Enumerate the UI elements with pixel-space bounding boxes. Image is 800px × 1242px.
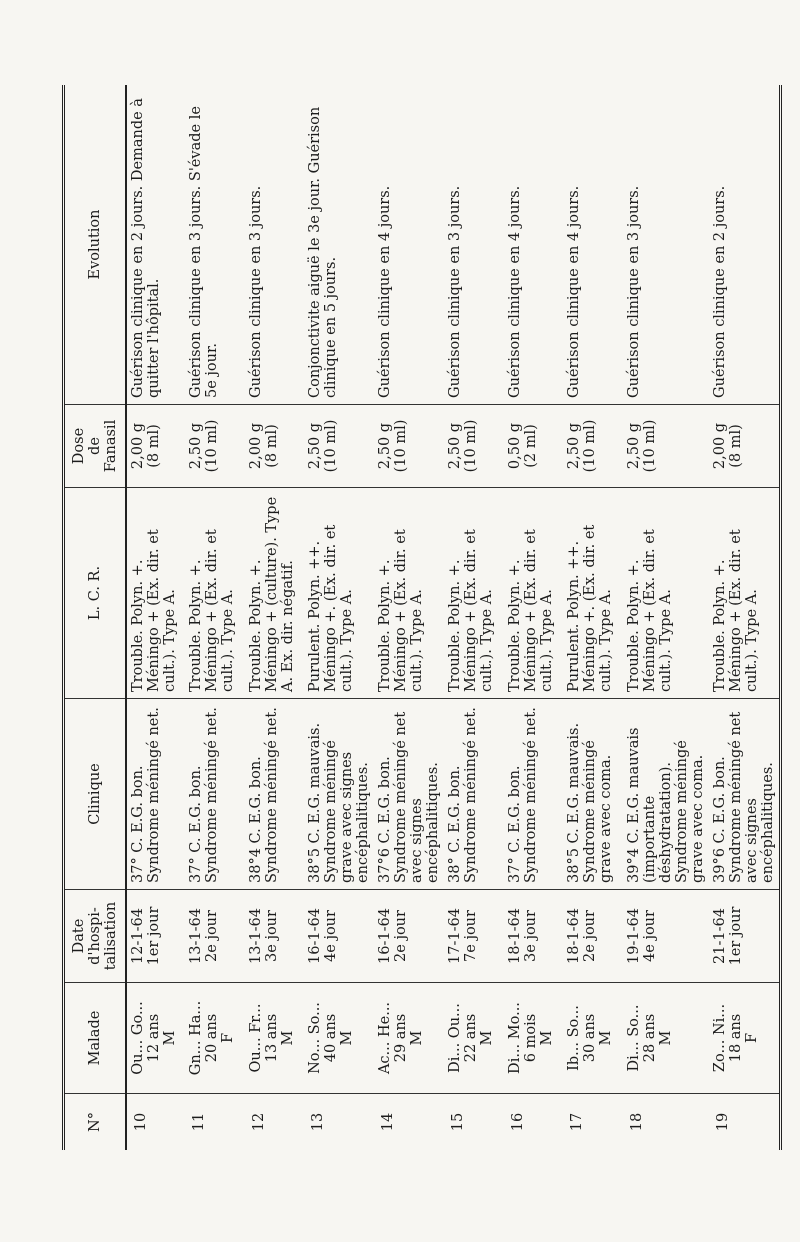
hospital-date: 13-1-64	[188, 908, 204, 964]
table-row	[709, 85, 781, 1150]
cell-dose	[374, 405, 444, 488]
dose-ml: (10 ml)	[582, 419, 598, 473]
hospital-day: 4e jour	[641, 910, 658, 962]
patient-sex: M	[479, 1030, 495, 1046]
cell-malade	[444, 983, 504, 1094]
patient-table	[62, 85, 782, 1150]
patient-sex: M	[409, 1030, 425, 1046]
dose-ml: (2 ml)	[522, 424, 539, 468]
cell-lcr: Trouble. Polyn. +. Méningo + (Ex. dir. et cult.). Type A.	[504, 488, 564, 699]
patient-name: Di... Ou...	[447, 1003, 463, 1073]
dose-grams: 2,50 g	[188, 422, 204, 470]
cell-lcr: Trouble. Polyn. +. Méningo + (Ex. dir. et cult.). Type A.	[126, 488, 186, 699]
dose-ml: (10 ml)	[323, 419, 339, 473]
dose-ml: (10 ml)	[463, 419, 479, 473]
cell-num: 16	[509, 1112, 526, 1132]
hospital-date: 13-1-64	[247, 908, 264, 964]
hospital-date: 19-1-64	[625, 908, 642, 964]
cell-date	[245, 890, 305, 983]
cell-lcr: Trouble. Polyn. +. Méningo + (culture). Type A. Ex. dir. négatif.	[245, 488, 305, 699]
hospital-day: 4e jour	[323, 910, 339, 962]
cell-num: 11	[191, 1112, 207, 1132]
cell-num: 19	[714, 1112, 731, 1132]
header-lcr: L. C. R.	[64, 488, 126, 699]
cell-evolution: Guérison clinique en 3 jours. S'évade le 5e jour.	[185, 85, 245, 405]
cell-clinique: 38° C. E.G. bon. Syndrome méningé net.	[444, 699, 504, 890]
cell-dose	[444, 405, 504, 488]
patient-age: 30 ans	[582, 1013, 598, 1063]
hospital-date: 16-1-64	[377, 908, 393, 964]
cell-clinique: 38°4 C. E.G. bon. Syndrome méningé net.	[245, 699, 305, 890]
hospital-day: 7e jour	[463, 910, 479, 962]
table-row	[563, 85, 623, 1150]
table-row	[185, 85, 245, 1150]
dose-grams: 2,50 g	[377, 422, 393, 470]
cell-lcr: Purulent. Polyn. ++. Méningo +. (Ex. dir. et cult.). Type A.	[563, 488, 623, 699]
cell-date	[709, 890, 781, 983]
hospital-date: 17-1-64	[447, 908, 463, 964]
header-clinique: Clinique	[64, 699, 126, 890]
cell-num: 15	[450, 1112, 466, 1132]
dose-ml: (8 ml)	[145, 424, 162, 468]
table-row	[245, 85, 305, 1150]
cell-evolution: Guérison clinique en 3 jours.	[623, 85, 709, 405]
patient-age: 29 ans	[393, 1013, 409, 1063]
patient-age: 18 ans	[727, 1013, 744, 1063]
cell-date	[563, 890, 623, 983]
hospital-date: 21-1-64	[711, 908, 728, 964]
patient-age: 22 ans	[463, 1013, 479, 1063]
cell-clinique: 37°6 C. E.G. bon. Syndrome méningé net avec signes encéphalitiques.	[374, 699, 444, 890]
cell-num: 14	[380, 1112, 396, 1132]
cell-date	[374, 890, 444, 983]
header-dose	[64, 405, 126, 488]
cell-clinique: 39°4 C. E.G. mauvais (importante déshydratation). Syndrome méningé grave avec coma.	[623, 699, 709, 890]
dose-grams: 2,50 g	[447, 422, 463, 470]
patient-age: 28 ans	[641, 1013, 658, 1063]
cell-dose	[185, 405, 245, 488]
cell-clinique: 38°5 C. E.G. mauvais. Syndrome méningé grave avec coma.	[563, 699, 623, 890]
cell-date	[504, 890, 564, 983]
hospital-date: 18-1-64	[506, 908, 523, 964]
patient-name: No... So...	[307, 1002, 323, 1074]
dose-grams: 2,00 g	[711, 422, 728, 470]
table-row	[374, 85, 444, 1150]
cell-dose	[623, 405, 709, 488]
cell-dose	[563, 405, 623, 488]
patient-age: 12 ans	[145, 1013, 162, 1063]
cell-dose	[504, 405, 564, 488]
patient-name: Ou... Go...	[129, 1001, 146, 1075]
dose-grams: 2,00 g	[129, 422, 146, 470]
patient-age: 40 ans	[323, 1013, 339, 1063]
table-row	[126, 85, 186, 1150]
header-num: N°	[64, 1094, 126, 1151]
header-row	[64, 85, 126, 1150]
cell-clinique: 38°5 C. E.G. mauvais. Syndrome méningé grave avec signes encéphalitiques.	[304, 699, 374, 890]
patient-name: Gn... Ha...	[188, 1000, 204, 1076]
patient-name: Ou... Fr...	[247, 1003, 264, 1073]
cell-malade	[563, 983, 623, 1094]
cell-malade	[374, 983, 444, 1094]
table-row	[444, 85, 504, 1150]
cell-evolution: Guérison clinique en 4 jours.	[563, 85, 623, 405]
hospital-day: 3e jour	[522, 910, 539, 962]
hospital-day: 2e jour	[393, 910, 409, 962]
cell-clinique: 37° C. E.G. bon. Syndrome méningé net.	[504, 699, 564, 890]
cell-lcr: Trouble. Polyn. +. Méningo + (Ex. dir. et cult.). Type A.	[709, 488, 781, 699]
hospital-date: 18-1-64	[566, 908, 582, 964]
dose-grams: 2,50 g	[566, 422, 582, 470]
cell-lcr: Trouble. Polyn. +. Méningo + (Ex. dir. et cult.). Type A.	[444, 488, 504, 699]
cell-evolution: Guérison clinique en 4 jours.	[504, 85, 564, 405]
dose-grams: 2,50 g	[625, 422, 642, 470]
cell-lcr: Trouble. Polyn. +. Méningo + (Ex. dir. et cult.). Type A.	[623, 488, 709, 699]
patient-name: Di... So...	[625, 1004, 642, 1072]
table-row	[304, 85, 374, 1150]
hospital-date: 12-1-64	[129, 908, 146, 964]
cell-date	[126, 890, 186, 983]
cell-dose	[304, 405, 374, 488]
hospital-date: 16-1-64	[307, 908, 323, 964]
patient-sex: M	[598, 1030, 614, 1046]
cell-evolution: Guérison clinique en 3 jours.	[245, 85, 305, 405]
cell-malade	[185, 983, 245, 1094]
header-evolution: Evolution	[64, 85, 126, 405]
dose-ml: (10 ml)	[204, 419, 220, 473]
cell-num: 12	[250, 1112, 267, 1132]
cell-date	[623, 890, 709, 983]
cell-malade	[245, 983, 305, 1094]
dose-grams: 0,50 g	[506, 422, 523, 470]
cell-date	[185, 890, 245, 983]
patient-age: 13 ans	[263, 1013, 280, 1063]
cell-dose	[126, 405, 186, 488]
hospital-day: 3e jour	[263, 910, 280, 962]
header-date-line2: talisation	[102, 901, 119, 971]
cell-lcr: Trouble. Polyn. +. Méningo + (Ex. dir. et cult.). Type A.	[185, 488, 245, 699]
table-body	[126, 85, 781, 1150]
dose-grams: 2,00 g	[247, 422, 264, 470]
cell-malade	[504, 983, 564, 1094]
cell-num: 13	[310, 1112, 326, 1132]
patient-name: Ac... He...	[377, 1001, 393, 1075]
header-date	[64, 890, 126, 983]
cell-num: 17	[569, 1112, 585, 1132]
header-malade: Malade	[64, 983, 126, 1094]
patient-name: Ib... So...	[566, 1005, 582, 1071]
cell-lcr: Purulent. Polyn. ++. Méningo +. (Ex. dir. et cult.). Type A.	[304, 488, 374, 699]
table-row	[504, 85, 564, 1150]
patient-age: 20 ans	[204, 1013, 220, 1063]
rotated-table-wrapper	[62, 85, 776, 1150]
cell-num: 18	[628, 1112, 645, 1132]
header-date-line1: Date d'hospi-	[70, 907, 103, 965]
cell-lcr: Trouble. Polyn. +. Méningo + (Ex. dir. et cult.). Type A.	[374, 488, 444, 699]
cell-malade	[709, 983, 781, 1094]
cell-malade	[304, 983, 374, 1094]
dose-ml: (8 ml)	[727, 424, 744, 468]
patient-sex: M	[279, 1030, 296, 1046]
cell-clinique: 37° C. E.G. bon. Syndrome méningé net.	[185, 699, 245, 890]
cell-clinique: 39°6 C. E.G. bon. Syndrome méningé net avec signes encéphalitiques.	[709, 699, 781, 890]
cell-dose	[709, 405, 781, 488]
cell-malade	[126, 983, 186, 1094]
dose-ml: (10 ml)	[393, 419, 409, 473]
patient-age: 6 mois	[522, 1013, 539, 1063]
patient-name: Di... Mo...	[506, 1002, 523, 1074]
table-row	[623, 85, 709, 1150]
patient-sex: M	[657, 1030, 674, 1046]
patient-sex: F	[743, 1032, 760, 1044]
patient-name: Zo... Ni...	[711, 1003, 728, 1073]
dose-ml: (10 ml)	[641, 419, 658, 473]
cell-evolution: Guérison clinique en 4 jours.	[374, 85, 444, 405]
hospital-day: 1er jour	[145, 906, 162, 966]
cell-evolution: Guérison clinique en 3 jours.	[444, 85, 504, 405]
cell-evolution: Guérison clinique en 2 jours. Demande à quitter l'hôpital.	[126, 85, 186, 405]
cell-num: 10	[132, 1112, 149, 1132]
patient-sex: M	[538, 1030, 555, 1046]
cell-date	[304, 890, 374, 983]
patient-sex: M	[339, 1030, 355, 1046]
cell-clinique: 37° C. E.G. bon. Syndrome méningé net.	[126, 699, 186, 890]
cell-dose	[245, 405, 305, 488]
header-dose-line1: Dose	[70, 427, 87, 465]
patient-sex: F	[220, 1032, 236, 1044]
cell-evolution: Guérison clinique en 2 jours.	[709, 85, 781, 405]
dose-ml: (8 ml)	[263, 424, 280, 468]
hospital-day: 1er jour	[727, 906, 744, 966]
cell-malade	[623, 983, 709, 1094]
cell-date	[444, 890, 504, 983]
header-dose-line2: de Fanasil	[86, 419, 119, 473]
hospital-day: 2e jour	[582, 910, 598, 962]
patient-sex: M	[161, 1030, 178, 1046]
hospital-day: 2e jour	[204, 910, 220, 962]
cell-evolution: Conjonctivite aiguë le 3e jour. Guérison clinique en 5 jours.	[304, 85, 374, 405]
dose-grams: 2,50 g	[307, 422, 323, 470]
